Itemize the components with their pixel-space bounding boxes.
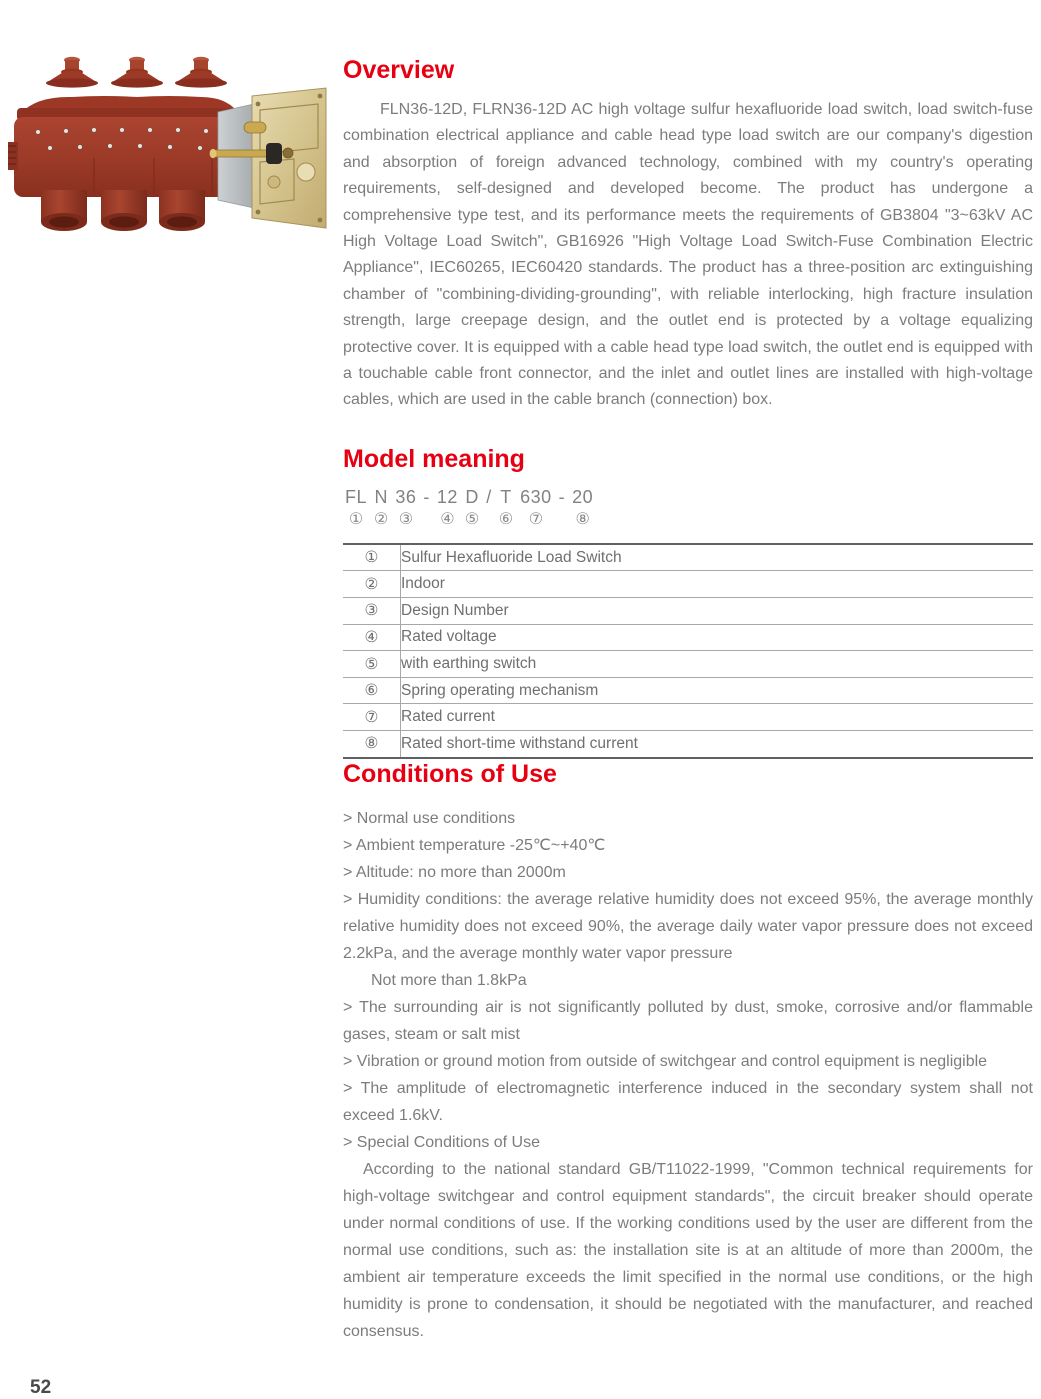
row-description-cell: Spring operating mechanism xyxy=(401,681,599,699)
row-number-cell: ⑦ xyxy=(343,704,401,731)
model-code-index: ⑧ xyxy=(575,510,590,528)
model-segment xyxy=(486,486,492,530)
row-description-cell: Rated current xyxy=(401,708,495,726)
conditions-heading: Conditions of Use xyxy=(343,759,557,788)
model-code-index: ④ xyxy=(440,510,455,528)
condition-item: > The surrounding air is not significantly polluted by dust, smoke, corrosive and/or flammable gases, steam or salt mist xyxy=(343,998,1033,1043)
row-description-cell: Rated voltage xyxy=(401,628,497,646)
model-segment xyxy=(437,486,458,530)
condition-item: > Humidity conditions: the average relative humidity does not exceed 95%, the average monthly relative humidity does not exceed 90%, the average daily water vapor pressure does not exceed 2.2kPa, and the average monthly water vapor pressure xyxy=(343,890,1033,962)
row-number-cell: ① xyxy=(343,544,401,571)
model-meaning-section xyxy=(343,444,1033,759)
conditions-section xyxy=(343,759,1033,1345)
model-code-index: ⑥ xyxy=(498,510,514,528)
model-code-part: - xyxy=(423,486,430,507)
content-column xyxy=(343,55,1033,1345)
model-code-index: ⑤ xyxy=(464,510,480,528)
model-code-part: D xyxy=(465,486,479,507)
condition-item: > Vibration or ground motion from outside of switchgear and control equipment is negligible xyxy=(343,1052,988,1070)
page-number: 52 xyxy=(30,1377,52,1398)
model-code-part: 20 xyxy=(572,486,594,507)
model-segment xyxy=(345,486,367,530)
model-code-part: T xyxy=(500,486,512,507)
table-row xyxy=(343,731,1033,758)
row-description-cell: Rated short-time withstand current xyxy=(401,734,638,752)
row-number-cell: ⑤ xyxy=(343,651,401,678)
table-row xyxy=(343,544,1033,571)
model-meaning-table xyxy=(343,543,1033,759)
row-number-cell: ⑥ xyxy=(343,677,401,704)
tank-body xyxy=(14,117,242,197)
model-segment xyxy=(559,486,566,530)
model-code-row xyxy=(345,486,1033,530)
model-code-part: - xyxy=(558,486,566,507)
model-meaning-heading: Model meaning xyxy=(343,444,525,473)
row-description-cell: Design Number xyxy=(401,601,509,619)
table-row xyxy=(343,704,1033,731)
model-segment xyxy=(423,486,430,530)
load-switch-product-photo xyxy=(8,50,338,242)
overview-heading: Overview xyxy=(343,56,455,84)
model-code-part: FL xyxy=(345,486,368,507)
table-row xyxy=(343,624,1033,651)
model-code-index: ⑦ xyxy=(528,510,544,528)
overview-paragraph: FLN36-12D, FLRN36-12D AC high voltage sulfur hexafluoride load switch, load switch-fuse combination electrical appliance and cable head type load switch are our company's digestion and absorption of foreign advanced technology, combined with my country's operating requirements, self-designed and developed become. The product has undergone a comprehensive type test, and its performance meets the requirements of GB3804 "3~63kV AC High Voltage Load Switch", GB16926 "High Voltage Load Switch-Fuse Combination Electric Appliance", IEC60265, IEC60420 standards. The product has a three-position arc extinguishing chamber of "combining-dividing-grounding", with reliable interlocking, high fracture insulation strength, large creepage design, and the outlet end is protected by a voltage equalizing protective cover. It is equipped with a cable head type load switch, the outlet end is equipped with a touchable cable front connector, and the inlet and outlet lines are installed with high-voltage cables, which are used in the cable branch (connection) box. xyxy=(343,101,1033,409)
condition-item: Not more than 1.8kPa xyxy=(371,971,527,989)
table-row xyxy=(343,651,1033,678)
condition-item: > Altitude: no more than 2000m xyxy=(343,863,566,881)
row-number-cell: ③ xyxy=(343,598,401,625)
row-description-cell: Sulfur Hexafluoride Load Switch xyxy=(401,548,622,566)
model-code-index: ① xyxy=(348,510,364,528)
model-code-part: 36 xyxy=(395,486,417,507)
condition-item: > Special Conditions of Use xyxy=(343,1133,540,1151)
model-code-part: 630 xyxy=(520,486,552,507)
conditions-list xyxy=(343,805,1033,1345)
condition-item: > Normal use conditions xyxy=(343,809,516,827)
condition-item: > The amplitude of electromagnetic interference induced in the secondary system shall not exceed 1.6kV. xyxy=(343,1079,1033,1124)
model-segment xyxy=(395,486,416,530)
mounting-bracket xyxy=(8,142,18,170)
bushings xyxy=(46,57,227,88)
condition-item: > Ambient temperature -25℃~+40℃ xyxy=(343,836,606,854)
model-segment xyxy=(572,486,593,530)
model-code-index: ② xyxy=(374,510,389,528)
model-code-part: 12 xyxy=(436,486,458,507)
model-segment xyxy=(374,486,388,530)
model-segment xyxy=(520,486,552,530)
overview-section xyxy=(343,55,1033,414)
row-description-cell: Indoor xyxy=(401,575,445,593)
table-row xyxy=(343,571,1033,598)
table-row xyxy=(343,677,1033,704)
model-code-part: N xyxy=(374,486,388,507)
row-number-cell: ④ xyxy=(343,624,401,651)
row-number-cell: ⑧ xyxy=(343,731,401,758)
model-segment xyxy=(499,486,513,530)
model-code-part: / xyxy=(486,486,492,507)
model-meaning-table-body xyxy=(343,544,1033,758)
product-figure xyxy=(8,50,338,242)
condition-item: According to the national standard GB/T11022-1999, "Common technical requirements for high-voltage switchgear and control equipment standards", the circuit breaker should operate under normal conditions of use. If the working conditions used by the user are different from the normal use conditions, such as: the installation site is at an altitude of more than 2000m, the ambient air temperature exceeds the limit specified in the normal use conditions, or the high humidity is prone to condensation, it should be negotiated with the manufacturer, and reached consensus. xyxy=(343,1160,1033,1340)
row-description-cell: with earthing switch xyxy=(401,655,537,673)
model-code-index: ③ xyxy=(398,510,414,528)
row-number-cell: ② xyxy=(343,571,401,598)
model-segment xyxy=(465,486,479,530)
table-row xyxy=(343,598,1033,625)
cable-cylinders xyxy=(41,190,205,231)
